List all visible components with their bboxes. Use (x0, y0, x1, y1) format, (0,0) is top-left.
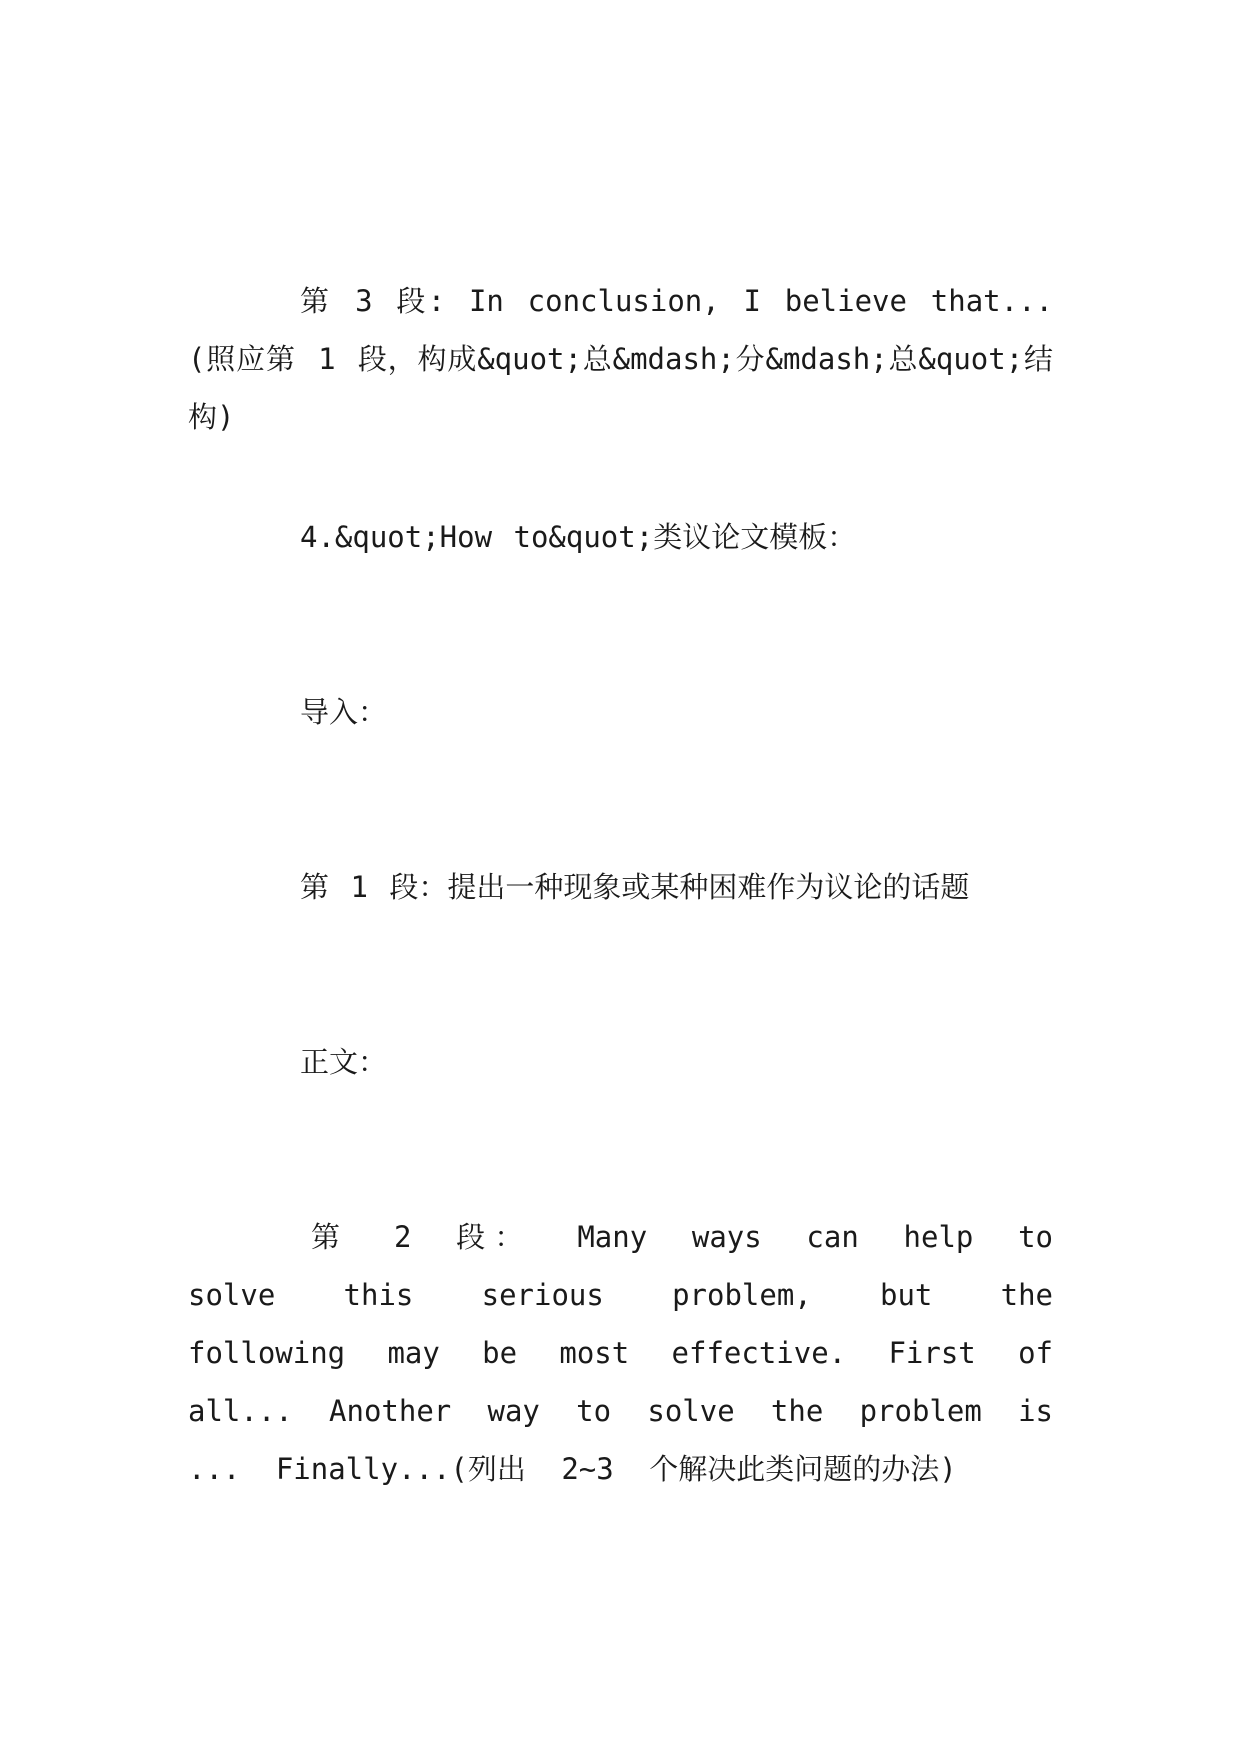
paragraph-how-to-template-heading: 4.&quot;How to&quot;类议论文模板： (300, 520, 857, 554)
paragraph-body-label: 正文： (300, 1045, 388, 1079)
paragraph-conclusion: 第 3 段: In conclusion, I believe that... (照应第 1 段，构成&quot;总&mdash;分&mdash;总&quot;结构) (188, 284, 1053, 434)
paragraph-first-section: 第 1 段：提出一种现象或某种困难作为议论的话题 (300, 870, 970, 904)
paragraph-second-section: 第 2 段： Many ways can help to solve this serious problem, but the following may be most effective. First of all... Another way to solve the problem is ... Finally...(列出 2~3 个解决此类问题的办法) (188, 1220, 1053, 1486)
paragraph-intro-label: 导入： (300, 695, 388, 729)
